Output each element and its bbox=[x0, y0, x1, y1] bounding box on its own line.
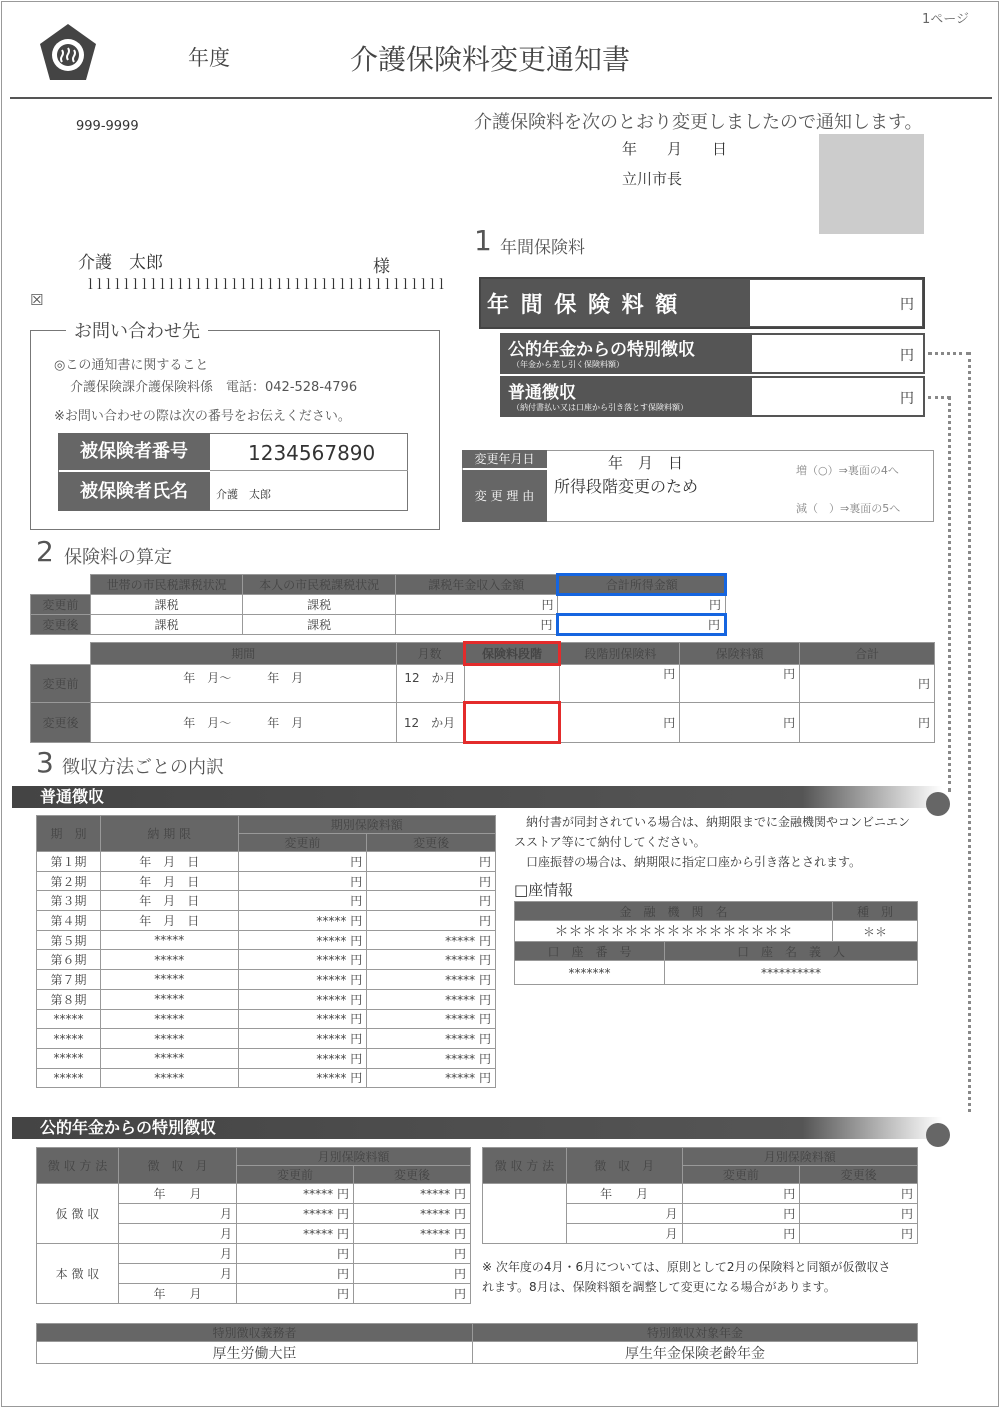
col-s-before: 変更前 bbox=[237, 1166, 354, 1184]
normal-collection-bar: 普通徴収 bbox=[12, 786, 942, 808]
table-row bbox=[37, 970, 496, 990]
bank-info-title: □座情報 bbox=[514, 881, 574, 899]
after-cell: 円 bbox=[367, 852, 496, 872]
term-cell: ***** bbox=[37, 1009, 101, 1029]
provisional-label: 仮 徴 収 bbox=[37, 1184, 119, 1244]
calc-row-before: 変更前 bbox=[31, 665, 91, 703]
col-premium-amount: 保険料額 bbox=[680, 643, 800, 665]
stage-premium-after: 円 bbox=[560, 703, 680, 743]
table-row bbox=[37, 1009, 496, 1029]
contact-line-1: ◎この通知書に関すること bbox=[54, 358, 209, 373]
account-type-header: 種 別 bbox=[833, 902, 918, 921]
after-cell: 円 bbox=[367, 891, 496, 911]
due-date-cell: ***** bbox=[100, 1048, 238, 1068]
target-pension-header: 特別徴収対象年金 bbox=[473, 1324, 918, 1342]
table-row bbox=[37, 930, 496, 950]
col-method: 徴 収 方 法 bbox=[37, 1148, 119, 1184]
col-pension-income: 課税年金収入金額 bbox=[395, 575, 558, 595]
term-cell: 第１期 bbox=[37, 852, 101, 872]
calc-row-after: 変更後 bbox=[31, 703, 91, 743]
section1-number: 1 bbox=[474, 224, 492, 257]
section2-title: 保険料の算定 bbox=[64, 547, 172, 568]
term-cell: ***** bbox=[37, 1029, 101, 1049]
change-reason-label: 変 更 理 由 bbox=[462, 470, 547, 522]
insured-name-label: 被保険者氏名 bbox=[58, 472, 210, 511]
normal-collection-yen: 円 bbox=[900, 391, 914, 407]
household-before: 課税 bbox=[90, 595, 243, 615]
normal-schedule-table bbox=[36, 815, 496, 1088]
stage-after bbox=[464, 703, 560, 743]
col-premium-stage: 保険料段階 bbox=[464, 643, 560, 665]
before-cell: ***** 円 bbox=[238, 911, 367, 931]
collector-header: 特別徴収義務者 bbox=[37, 1324, 473, 1342]
s-before-5: 円 bbox=[237, 1264, 354, 1284]
due-date-cell: 年 月 日 bbox=[100, 852, 238, 872]
s-month-6: 年 月 bbox=[119, 1284, 237, 1304]
col-term-premium: 期別保険料額 bbox=[238, 816, 495, 834]
due-date-cell: ***** bbox=[100, 950, 238, 970]
account-holder-header: 口 座 名 義 人 bbox=[665, 942, 918, 961]
recipient-honorific: 様 bbox=[373, 257, 390, 277]
term-cell: ***** bbox=[37, 1048, 101, 1068]
s-after-3: ***** 円 bbox=[354, 1224, 471, 1244]
pension-before: 円 bbox=[395, 595, 558, 615]
contact-line-3: ※お問い合わせの際は次の番号をお伝えください。 bbox=[54, 409, 351, 424]
bank-table-2 bbox=[514, 941, 918, 985]
after-cell: ***** 円 bbox=[367, 1029, 496, 1049]
year-label: 年度 bbox=[188, 46, 230, 70]
stage-before bbox=[464, 665, 560, 703]
col-term: 期 別 bbox=[37, 816, 101, 852]
months-after: 12 か月 bbox=[396, 703, 464, 743]
insured-divider bbox=[210, 470, 408, 471]
n-month-3: 月 bbox=[566, 1224, 682, 1244]
table-row bbox=[37, 1068, 496, 1088]
before-cell: 円 bbox=[238, 852, 367, 872]
s-before-6: 円 bbox=[237, 1284, 354, 1304]
s-before-4: 円 bbox=[237, 1244, 354, 1264]
insured-number-value: 1234567890 bbox=[248, 441, 376, 465]
before-cell: 円 bbox=[238, 891, 367, 911]
n-before-3: 円 bbox=[682, 1224, 800, 1244]
due-date-cell: ***** bbox=[100, 1029, 238, 1049]
postal-code: 999-9999 bbox=[76, 119, 139, 134]
row-after: 変更後 bbox=[31, 615, 91, 635]
notice-text: 介護保険料を次のとおり変更しましたので通知します。 bbox=[474, 112, 923, 133]
stage-premium-before: 円 bbox=[560, 665, 680, 703]
due-date-cell: ***** bbox=[100, 970, 238, 990]
due-date-cell: 年 月 日 bbox=[100, 871, 238, 891]
recipient-name: 介護 太郎 bbox=[78, 253, 163, 273]
next-year-note: ※ 次年度の4月・6月については、原則として2月の保険料と同額が仮徴収されます。8月は、保険料額を調整して変更になる場合があります。 bbox=[482, 1260, 891, 1294]
before-cell: ***** 円 bbox=[238, 970, 367, 990]
col-self-tax: 本人の市民税課税状況 bbox=[243, 575, 396, 595]
col-n-after: 変更後 bbox=[800, 1166, 918, 1184]
before-cell: ***** 円 bbox=[238, 989, 367, 1009]
pension-deduction-label: 公的年金からの特別徴収 bbox=[508, 340, 695, 360]
term-cell: 第３期 bbox=[37, 891, 101, 911]
main-collection-label: 本 徴 収 bbox=[37, 1244, 119, 1304]
s-before-2: ***** 円 bbox=[237, 1204, 354, 1224]
special-schedule-table bbox=[36, 1147, 471, 1304]
after-cell: ***** 円 bbox=[367, 1009, 496, 1029]
col-n-before: 変更前 bbox=[682, 1166, 800, 1184]
n-after-1: 円 bbox=[800, 1184, 918, 1204]
col-n-monthly: 月別保険料額 bbox=[682, 1148, 917, 1166]
connector-v2 bbox=[948, 396, 951, 792]
before-cell: ***** 円 bbox=[238, 1029, 367, 1049]
table-row bbox=[37, 1029, 496, 1049]
table-row bbox=[37, 871, 496, 891]
special-collection-bar: 公的年金からの特別徴収 bbox=[12, 1117, 942, 1139]
col-monthly: 月別保険料額 bbox=[237, 1148, 471, 1166]
after-cell: ***** 円 bbox=[367, 989, 496, 1009]
page-number: 1ページ bbox=[922, 12, 970, 27]
s-before-3: ***** 円 bbox=[237, 1224, 354, 1244]
col-stage-premium: 段階別保険料 bbox=[560, 643, 680, 665]
annual-premium-yen: 円 bbox=[900, 297, 914, 313]
due-date-cell: ***** bbox=[100, 1009, 238, 1029]
period-before: 年 月～ 年 月 bbox=[90, 665, 396, 703]
self-before: 課税 bbox=[243, 595, 396, 615]
checkbox-mark-icon: ☒ bbox=[30, 291, 44, 309]
term-cell: 第４期 bbox=[37, 911, 101, 931]
due-date-cell: 年 月 日 bbox=[100, 911, 238, 931]
col-s-after: 変更後 bbox=[354, 1166, 471, 1184]
payment-note-2: 口座振替の場合は、納期限に指定口座から引き落とされます。 bbox=[526, 855, 862, 869]
col-due-date: 納 期 限 bbox=[100, 816, 238, 852]
term-cell: 第２期 bbox=[37, 871, 101, 891]
total-after: 円 bbox=[800, 703, 935, 743]
table-row bbox=[37, 950, 496, 970]
months-before: 12 か月 bbox=[396, 665, 464, 703]
change-decrease-note: 減（ ）⇒裏面の5へ bbox=[796, 502, 901, 515]
table-row bbox=[37, 1048, 496, 1068]
connector-h2 bbox=[928, 396, 950, 399]
total-before: 円 bbox=[800, 665, 935, 703]
next-year-table bbox=[482, 1147, 918, 1244]
change-date-value: 年 月 日 bbox=[608, 454, 684, 472]
table-row bbox=[37, 989, 496, 1009]
official-seal bbox=[819, 134, 924, 234]
col-before: 変更前 bbox=[238, 834, 367, 852]
col-n-month: 徴 収 月 bbox=[566, 1148, 682, 1184]
col-period: 期間 bbox=[90, 643, 396, 665]
before-cell: ***** 円 bbox=[238, 1048, 367, 1068]
n-after-3: 円 bbox=[800, 1224, 918, 1244]
before-cell: ***** 円 bbox=[238, 930, 367, 950]
collector-value: 厚生労働大臣 bbox=[37, 1342, 473, 1364]
change-increase-note: 増（○）⇒裏面の4へ bbox=[796, 464, 899, 477]
premium-after: 円 bbox=[680, 703, 800, 743]
s-after-6: 円 bbox=[354, 1284, 471, 1304]
after-cell: ***** 円 bbox=[367, 950, 496, 970]
account-type-value: ＊＊ bbox=[833, 921, 918, 942]
term-cell: 第７期 bbox=[37, 970, 101, 990]
term-cell: 第８期 bbox=[37, 989, 101, 1009]
col-months: 月数 bbox=[396, 643, 464, 665]
before-cell: ***** 円 bbox=[238, 1068, 367, 1088]
before-cell: 円 bbox=[238, 871, 367, 891]
s-month-2: 月 bbox=[119, 1204, 237, 1224]
after-cell: ***** 円 bbox=[367, 1048, 496, 1068]
term-cell: 第６期 bbox=[37, 950, 101, 970]
due-date-cell: ***** bbox=[100, 930, 238, 950]
due-date-cell: ***** bbox=[100, 989, 238, 1009]
n-month-2: 月 bbox=[566, 1204, 682, 1224]
payment-note-1: 納付書が同封されている場合は、納期限までに金融機関やコンビニエンスストア等にて納付してください。 bbox=[514, 815, 911, 849]
bank-table bbox=[514, 901, 918, 942]
contact-line-2: 介護保険課介護保険料係 電話：042-528-4796 bbox=[70, 380, 358, 395]
account-number-header: 口 座 番 号 bbox=[515, 942, 665, 961]
s-month-3: 月 bbox=[119, 1224, 237, 1244]
change-reason-value: 所得段階変更のため bbox=[554, 477, 699, 496]
s-after-1: ***** 円 bbox=[354, 1184, 471, 1204]
postal-barcode: ｌｌｌｌｌｌｌｌｌｌｌｌｌｌｌｌｌｌｌｌｌｌｌｌｌｌｌｌｌｌｌｌｌｌｌｌｌｌｌｌ bbox=[84, 278, 445, 293]
connector-dot-2 bbox=[926, 1123, 950, 1147]
n-before-2: 円 bbox=[682, 1204, 800, 1224]
section1-title: 年間保険料 bbox=[500, 238, 585, 258]
bank-name-value: ＊＊＊＊＊＊＊＊＊＊＊＊＊＊＊＊＊ bbox=[515, 921, 833, 942]
change-date-label: 変更年月日 bbox=[462, 450, 547, 468]
notice-date: 年 月 日 bbox=[622, 140, 728, 158]
insured-number-label: 被保険者番号 bbox=[58, 433, 210, 470]
after-cell: ***** 円 bbox=[367, 970, 496, 990]
pension-after: 円 bbox=[395, 615, 558, 635]
term-cell: ***** bbox=[37, 1068, 101, 1088]
connector-dot-1 bbox=[926, 792, 950, 816]
s-month-1: 年 月 bbox=[119, 1184, 237, 1204]
household-after: 課税 bbox=[90, 615, 243, 635]
insured-name-value: 介護 太郎 bbox=[216, 488, 271, 501]
s-after-5: 円 bbox=[354, 1264, 471, 1284]
after-cell: ***** 円 bbox=[367, 1068, 496, 1088]
s-after-2: ***** 円 bbox=[354, 1204, 471, 1224]
s-month-4: 月 bbox=[119, 1244, 237, 1264]
s-after-4: 円 bbox=[354, 1244, 471, 1264]
collector-table bbox=[36, 1323, 918, 1364]
table-row bbox=[37, 852, 496, 872]
contact-title: お問い合わせ先 bbox=[66, 317, 208, 343]
s-month-5: 月 bbox=[119, 1264, 237, 1284]
section2-number: 2 bbox=[36, 535, 54, 568]
row-before: 変更前 bbox=[31, 595, 91, 615]
header-divider bbox=[10, 97, 992, 99]
col-month: 徴 収 月 bbox=[119, 1148, 237, 1184]
account-holder-value: ********** bbox=[665, 961, 918, 985]
term-cell: 第５期 bbox=[37, 930, 101, 950]
premium-calc-table bbox=[30, 641, 935, 744]
table-row bbox=[37, 911, 496, 931]
normal-collection-sub: （納付書払い又は口座から引き落とす保険料額） bbox=[512, 403, 688, 412]
income-after: 円 bbox=[558, 615, 726, 635]
col-total-income: 合計所得金額 bbox=[558, 575, 726, 595]
target-pension-value: 厚生年金保険老齢年金 bbox=[473, 1342, 918, 1364]
after-cell: 円 bbox=[367, 911, 496, 931]
n-before-1: 円 bbox=[682, 1184, 800, 1204]
tax-status-table bbox=[30, 573, 727, 636]
notice-issuer: 立川市長 bbox=[622, 170, 683, 188]
connector-v1 bbox=[968, 352, 971, 1112]
self-after: 課税 bbox=[243, 615, 396, 635]
after-cell: ***** 円 bbox=[367, 930, 496, 950]
col-household-tax: 世帯の市民税課税状況 bbox=[90, 575, 243, 595]
pension-deduction-sub: （年金から差し引く保険料額） bbox=[512, 360, 624, 369]
n-after-2: 円 bbox=[800, 1204, 918, 1224]
section3-number: 3 bbox=[36, 746, 54, 779]
before-cell: ***** 円 bbox=[238, 1009, 367, 1029]
due-date-cell: 年 月 日 bbox=[100, 891, 238, 911]
page-title: 介護保険料変更通知書 bbox=[350, 43, 631, 76]
pension-deduction-yen: 円 bbox=[900, 348, 914, 364]
before-cell: ***** 円 bbox=[238, 950, 367, 970]
section3-title: 徴収方法ごとの内訳 bbox=[62, 757, 224, 778]
connector-h1 bbox=[928, 352, 970, 355]
next-year-label bbox=[483, 1184, 567, 1244]
table-row bbox=[37, 891, 496, 911]
annual-premium-field bbox=[750, 280, 922, 326]
s-before-1: ***** 円 bbox=[237, 1184, 354, 1204]
income-before: 円 bbox=[558, 595, 726, 615]
account-number-value: ******* bbox=[515, 961, 665, 985]
col-after: 変更後 bbox=[367, 834, 496, 852]
normal-collection-field bbox=[752, 378, 923, 415]
pension-deduction-field bbox=[752, 335, 923, 372]
col-n-method: 徴 収 方 法 bbox=[483, 1148, 567, 1184]
after-cell: 円 bbox=[367, 871, 496, 891]
due-date-cell: ***** bbox=[100, 1068, 238, 1088]
city-emblem-icon bbox=[36, 22, 100, 86]
premium-before: 円 bbox=[680, 665, 800, 703]
annual-premium-label: 年 間 保 険 料 額 bbox=[487, 293, 680, 318]
normal-collection-label: 普通徴収 bbox=[508, 383, 576, 403]
n-month-1: 年 月 bbox=[566, 1184, 682, 1204]
bank-name-header: 金 融 機 関 名 bbox=[515, 902, 833, 921]
period-after: 年 月～ 年 月 bbox=[90, 703, 396, 743]
col-total: 合計 bbox=[800, 643, 935, 665]
